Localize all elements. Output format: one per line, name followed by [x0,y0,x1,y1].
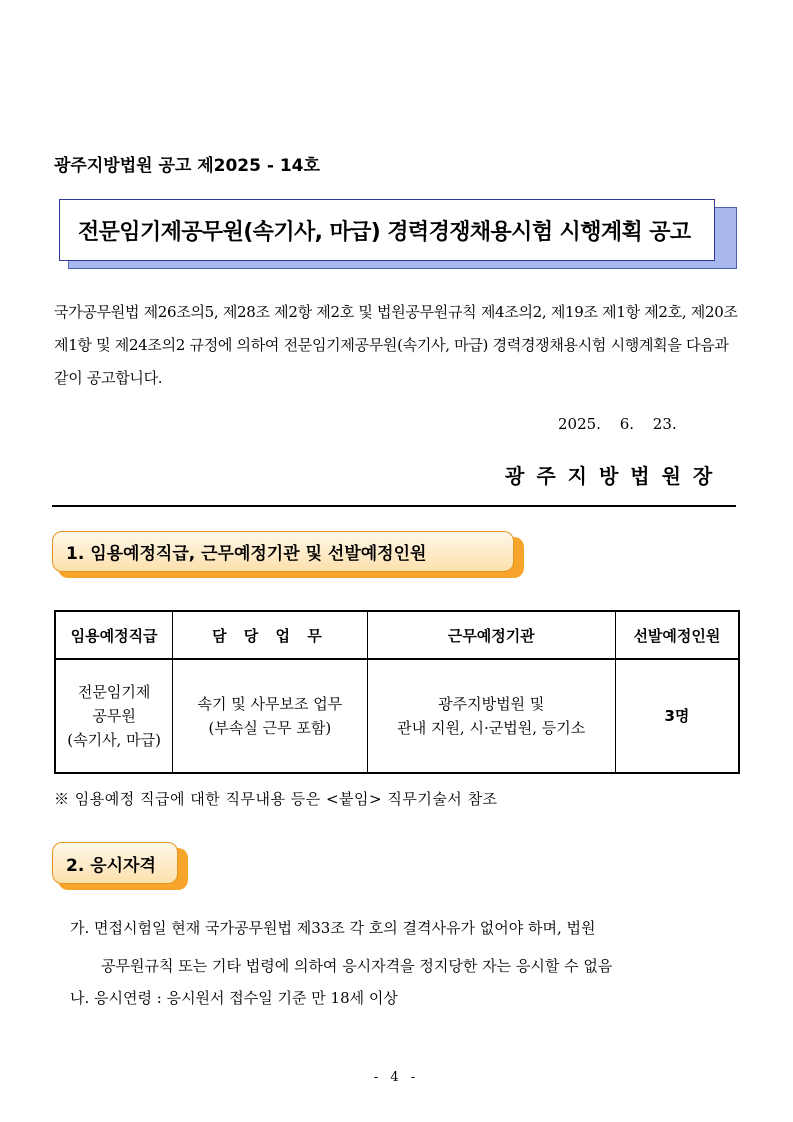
section1-heading: 1. 임용예정직급, 근무예정기관 및 선발예정인원 [66,544,427,564]
table-header-row [55,611,739,659]
grade-line: 전문임기제 [77,683,151,701]
duty-line: 속기 및 사무보조 업무 [197,695,343,713]
page-number: - 4 - [373,1070,420,1085]
horizontal-divider [52,505,736,507]
section2-heading: 2. 응시자격 [66,855,156,876]
notice-date: 2025. 6. 23. [558,415,677,433]
qualification-item-ga-continued: 공무원규칙 또는 기타 법령에 의하여 응시자격을 정지당한 자는 응시할 수 없음 [101,957,613,975]
cell-agency [367,659,615,773]
recruitment-table [54,610,740,774]
issuer-name: 광주지방법원장 [505,464,725,488]
cell-duty [173,659,367,773]
agency-line: 관내 지원, 시·군법원, 등기소 [397,719,586,737]
cell-count: 3명 [615,659,739,773]
section2-heading-box [52,842,178,884]
qualification-item-ga: 가. 면접시험일 현재 국가공무원법 제33조 각 호의 결격사유가 없어야 하며, 법원 [70,919,596,937]
header-grade: 임용예정직급 [55,611,173,659]
section1-heading-box [52,531,514,572]
notice-title-box [59,199,715,261]
header-duty: 담 당 업 무 [173,611,367,659]
duty-line: (부속실 근무 포함) [208,719,332,737]
header-agency: 근무예정기관 [367,611,615,659]
grade-line: 공무원 [92,707,136,725]
intro-paragraph: 국가공무원법 제26조의5, 제28조 제2항 제2호 및 법원공무원규칙 제4조의2, 제19조 제1항 제2호, 제20조 제1항 및 제24조의2 규정에 의하여 전문임기제공무원(속기사, 마급) 경력경쟁채용시험 시행계획을 다음과 같이 공고합니다. [54,303,738,387]
cell-grade [55,659,173,773]
agency-line: 광주지방법원 및 [438,695,545,713]
grade-line: (속기사, 마급) [67,731,161,749]
table-note: ※ 임용예정 직급에 대한 직무내용 등은 <붙임> 직무기술서 참조 [54,790,498,808]
qualification-item-na: 나. 응시연령 : 응시원서 접수일 기준 만 18세 이상 [70,989,398,1007]
notice-number: 광주지방법원 공고 제2025 - 14호 [54,156,320,176]
table-row [55,659,739,773]
notice-title: 전문임기제공무원(속기사, 마급) 경력경쟁채용시험 시행계획 공고 [78,219,691,245]
header-count: 선발예정인원 [615,611,739,659]
